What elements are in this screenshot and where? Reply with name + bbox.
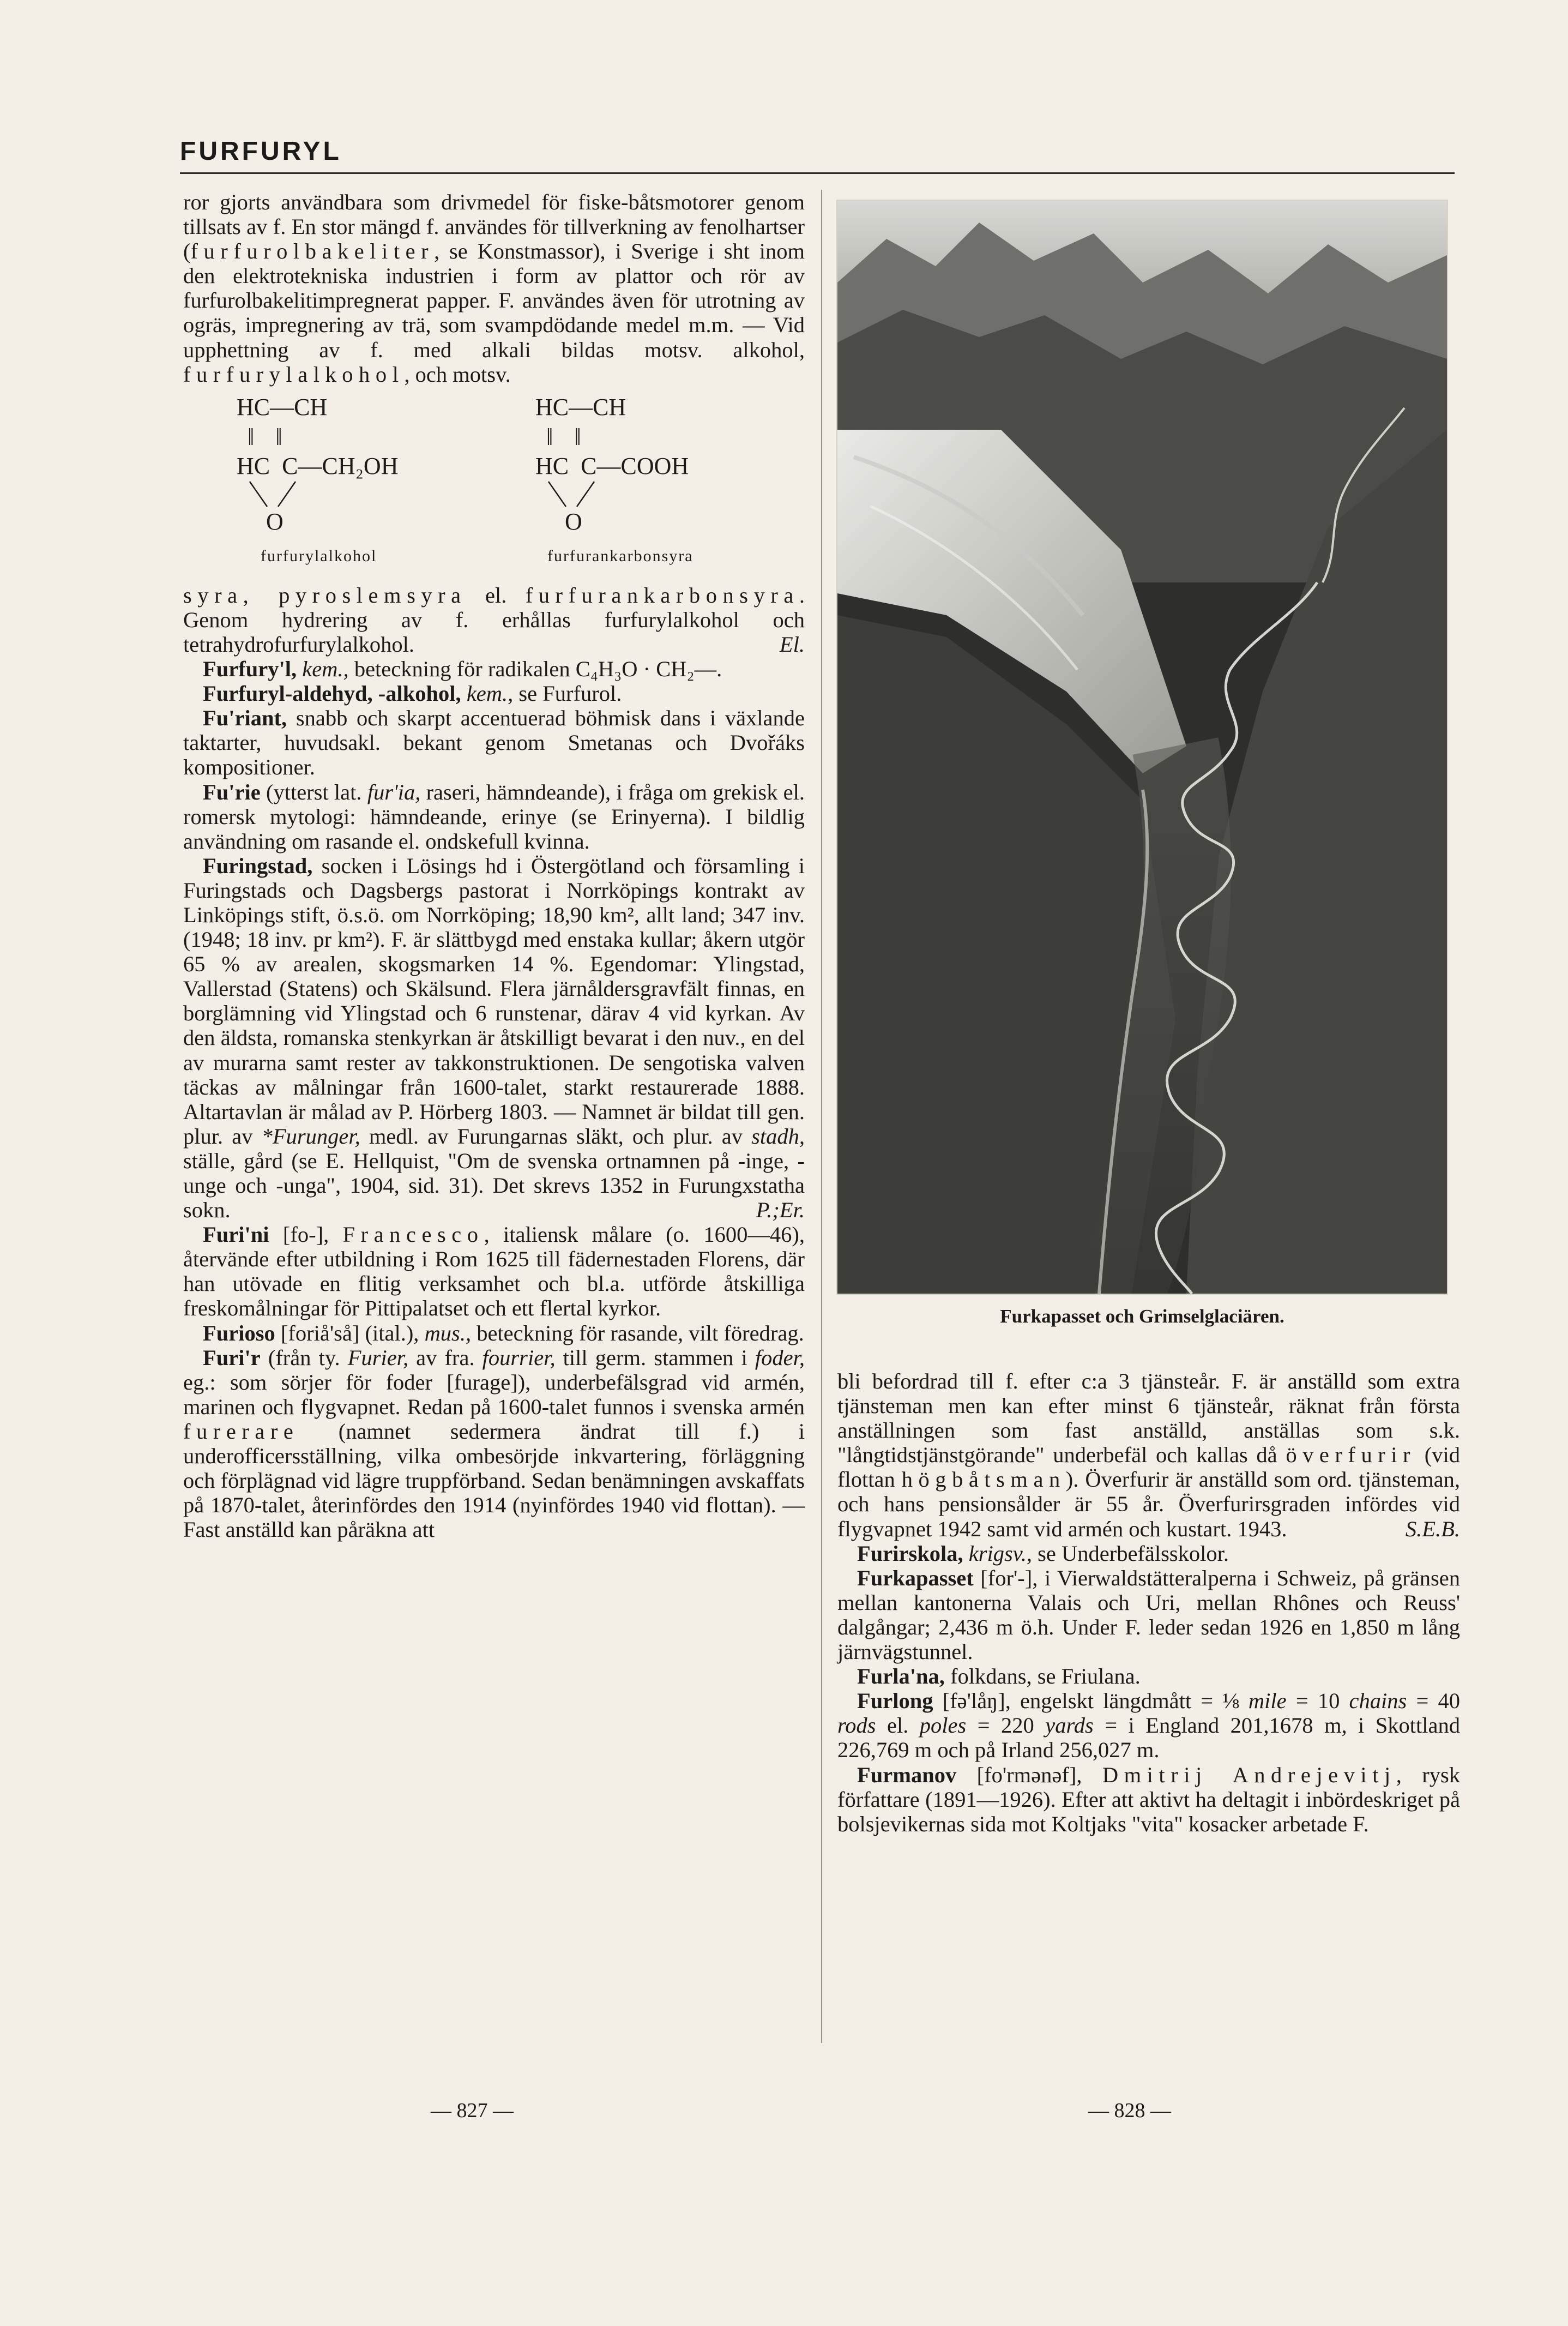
column-divider (821, 190, 822, 2043)
entry-furfuryl (183, 657, 805, 681)
entry-text: [fə'låŋ], engelskt längdmått = ⅛ (942, 1688, 1239, 1714)
entry-furioso (183, 1321, 805, 1345)
formula-left-bond: ‖ ‖ (248, 423, 290, 450)
entry-pronunciation: [fo-], (282, 1222, 329, 1247)
formula-right-top: HC—CH (535, 393, 626, 420)
unit-mile: mile (1248, 1688, 1287, 1714)
entry-furingstad (183, 854, 805, 1222)
unit-poles: poles (919, 1713, 967, 1738)
entry-headword: Furfuryl-aldehyd, -alkohol, (203, 681, 461, 706)
term-pyroslemsyra: syra, pyroslemsyra (183, 582, 467, 608)
entry-text: raseri, hämndeande), i fråga om grekisk el. romersk mytologi: hämndeande, erinye (se Erinyerna). I bildlig användning om rasande el. ondskefull kvinna. (183, 779, 805, 854)
author-signature: S.E.B. (1405, 1516, 1460, 1541)
entry-text: medl. av Furungarnas släkt, och plur. av (369, 1123, 743, 1149)
entry-text: beteckning för radikalen C₄H₃O · CH₂—. (354, 657, 722, 682)
entry-etymology: (ytterst lat. (266, 779, 362, 804)
entry-headword: Furla'na, (857, 1664, 945, 1689)
entry-text: se Underbefälsskolor. (1038, 1541, 1229, 1566)
formula-right-caption: furfurankarbonsyra (547, 546, 693, 565)
entry-text: , rysk författare (1891—1926). Efter att aktivt ha deltagit i inbördeskriget på bolsjevikernas sida mot Koltjaks "vita" kosacker arbetade F. (837, 1762, 1461, 1836)
entry-text: socken i Lösings hd i Östergötland och församling i Furingstads och Dagsbergs pastorat i Norrköpings kontrakt av Linköpings stift, ö.s.ö. om Norrköping; 18,90 km², allt land; 347 inv. (1948; 18 inv. pr km²). F. är slättbygd med enstaka kullar; åkern utgör 65 % av arealen, skogsmarken 14 %. Egendomar: Ylingstad, Vallerstad (Statens) och Skälsund. Flera järnåldersgravfält finnas, en borglämning vid Ylingstad och 6 runstenar, därav 4 vid kyrkan. Av den äldsta, romanska stenkyrkan är åtskilligt bevarat i den nuv., en del av murarna samt rester av takkonstruktionen. De sengotiska valven täckas av målningar från 1600-talet, starkt restaurerade 1888. Altartavlan är målad av P. Hörberg 1803. — Namnet är bildat till gen. plur. av (183, 853, 805, 1149)
entry-furie (183, 780, 805, 854)
entry-italic: stadh, (751, 1123, 805, 1149)
entry-text: av fra. (416, 1345, 475, 1370)
entry-headword: Fu'riant, (203, 706, 287, 731)
term-overfurir: överfurir (1286, 1443, 1416, 1468)
right-column (837, 1369, 1460, 1836)
entry-headword: Furirskola, (857, 1541, 963, 1566)
entry-italic: Furier, (347, 1345, 409, 1370)
entry-text: ). Överfurir är anställd som ord. tjänsteman, och hans pensionsålder är 55 år. Överfurirsgraden infördes vid flygvapnet 1942 samt vid armén och kustart. 1943. (837, 1467, 1460, 1541)
entry-headword: Furi'ni (203, 1222, 269, 1247)
entry-text: ställe, gård (se E. Hellquist, "Om de svenska ortnamnen på -inge, -unge och -unga", 1904, sid. 31). Det skrevs 1352 in Furungxstatha sokn. (183, 1148, 805, 1223)
entry-furfuryl-aldehyd (183, 681, 805, 706)
intro-text-1: ror gjorts användbara som drivmedel för fiske-båtsmotorer genom tillsats av f. En stor mängd f. användes för tillverkning av fenolhartser ( (183, 190, 805, 264)
entry-furini (183, 1222, 805, 1320)
intro-paragraph (183, 190, 805, 387)
entry-text: folkdans, se Friulana. (950, 1664, 1141, 1689)
unit-yards: yards (1045, 1713, 1094, 1738)
entry-text: el. (886, 1713, 909, 1738)
page-number-right: — 828 — (1088, 2099, 1171, 2122)
entry-headword: Furi'r (203, 1345, 261, 1370)
entry-forename: Francesco (342, 1222, 484, 1247)
entry-text: bli befordrad till f. efter c:a 3 tjänsteår. F. är anställd som extra tjänsteman men kan efter minst 6 tjänsteår, räknat från första anställningen som fast anställd, anställas som s.k. "långtidstjänstgörande" underbefäl och kallas då (837, 1369, 1460, 1468)
entry-text: = 40 (1416, 1688, 1461, 1714)
mountain-pass-photo (837, 201, 1447, 1294)
unit-rods: rods (837, 1713, 876, 1738)
entry-field: kem., (302, 657, 349, 682)
entry-headword: Furmanov (857, 1762, 957, 1787)
term-furerare: furerare (183, 1419, 299, 1444)
entry-headword: Furingstad, (203, 853, 313, 878)
entry-furlana (837, 1664, 1460, 1688)
entry-furkapasset (837, 1566, 1460, 1664)
entry-headword: Furioso (203, 1320, 275, 1345)
entry-pronunciation: [fo'rmənəf], (976, 1762, 1102, 1787)
entry-furir-continued (837, 1369, 1460, 1541)
entry-text: = 10 (1295, 1688, 1340, 1714)
formula-left-mid: HC C—CH₂OH (237, 452, 399, 479)
entry-fullname: Dmitrij Andrejevitj (1102, 1762, 1396, 1787)
intro-text-2: , se Konstmassor), i Sverige i sht inom den elektrotekniska industrien i form av plattor och rör av furfurolbakelitimpregnerat papper. F. användes även för utrotning av ogräs, impregnering av trä, som svampdödande medel m.m. — Vid upphettning av f. med alkali bildas motsv. alkohol, (183, 239, 805, 362)
formula-left-caption: furfurylalkohol (261, 546, 377, 565)
entry-text: [for'-], i Vierwaldstätteralperna i Schweiz, på gränsen mellan kantonerna Valais och Uri, mellan Rhônes och Reuss' dalgångar; 2,436 m ö.h. Under F. leder sedan 1926 en 1,850 m lång järnvägstunnel. (837, 1565, 1461, 1664)
term-hogbatsman: högbåtsman (901, 1467, 1066, 1492)
entry-furiant (183, 706, 805, 779)
entry-text: se Furfurol. (518, 681, 622, 706)
author-signature: P.;Er. (756, 1198, 805, 1223)
photo-caption: Furkapasset och Grimselglaciären. (1000, 1306, 1284, 1327)
syra-text: . Genom hydrering av f. erhållas furfurylalkohol och tetrahydrofurfurylalkohol. (183, 582, 805, 657)
formula-right-oxygen: O (565, 508, 582, 535)
entry-field: mus., (424, 1320, 472, 1345)
formula-left-oxygen: O (266, 508, 284, 535)
left-column (183, 190, 805, 1542)
entry-headword: Furlong (857, 1688, 933, 1714)
entry-text: = 220 (977, 1713, 1034, 1738)
entry-text: , italiensk målare (o. 1600—46), återvände efter utbildning i Rom 1625 till fädernestaden Florens, där han utövade en flitig verksamhet och bl.a. utförde åtskilliga freskomålningar för Pittipalatset och ett flertal kyrkor. (183, 1222, 805, 1321)
formula-right-bond: ‖ ‖ (546, 423, 589, 450)
entry-text: (vid flottan (837, 1443, 1460, 1492)
formula-right-mid: HC C—COOH (535, 452, 689, 479)
entry-latin: fur'ia, (367, 779, 421, 804)
running-head: FURFURYL (180, 137, 342, 166)
entry-italic: fourrier, (482, 1345, 556, 1370)
page-number-left: — 827 — (431, 2099, 514, 2122)
term-furfurankarbonsyra: furfurankarbonsyra (525, 582, 799, 608)
entry-pronunciation: [foriå'så] (ital.), (280, 1320, 419, 1345)
syra-mid: el. (466, 582, 526, 608)
entry-field: kem., (466, 681, 514, 706)
entry-headword: Furkapasset (857, 1565, 974, 1590)
entry-text: eg.: som sörjer för foder [furage]), underbefälsgrad vid armén, marinen och flygvapnet. Redan på 1600-talet funnos i svenska armén (183, 1369, 805, 1419)
entry-text: till germ. stammen i (563, 1345, 747, 1370)
entry-text: (namnet sedermera ändrat till f.) i underofficersställning, vilka ombesörjde inkvartering, förläggning och förplägnad vid lägre truppförband. Sedan benämningen avskaffats på 1870-talet, återinfördes den 1914 (nyinfördes 1940 vid flottan). — Fast anställd kan påräkna att (183, 1419, 805, 1542)
intro-text-3: , och motsv. (404, 362, 511, 387)
entry-text: (från ty. (268, 1345, 340, 1370)
entry-text: = i England 201,1678 m, i Skottland 226,769 m och på Irland 256,027 m. (837, 1713, 1460, 1763)
entry-furir (183, 1345, 805, 1542)
entry-furirskola (837, 1541, 1460, 1566)
formula-furfurylalkohol (237, 395, 520, 635)
entry-headword: Furfury'l, (203, 657, 297, 682)
author-signature: El. (779, 632, 805, 657)
term-furfurolbakeliter: furfurolbakeliter (190, 239, 435, 264)
entry-furlong (837, 1688, 1460, 1762)
entry-italic: foder, (755, 1345, 805, 1370)
entry-field: krigsv., (968, 1541, 1032, 1566)
entry-text: snabb och skarpt accentuerad böhmisk dans i växlande taktarter, huvudsakl. bekant genom Smetanas och Dvořáks kompositioner. (183, 706, 805, 780)
header-rule (180, 172, 1455, 174)
unit-chains: chains (1349, 1688, 1407, 1714)
entry-text: beteckning för rasande, vilt föredrag. (477, 1320, 804, 1345)
entry-furmanov (837, 1763, 1460, 1836)
chemical-formulas (183, 395, 805, 635)
formula-left-top: HC—CH (237, 393, 328, 420)
term-furfurylalkohol: furfurylalkohol (183, 362, 405, 387)
entry-italic: *Furunger, (261, 1123, 360, 1149)
entry-headword: Fu'rie (203, 779, 261, 804)
formula-furfurankarbonsyra (535, 395, 819, 635)
